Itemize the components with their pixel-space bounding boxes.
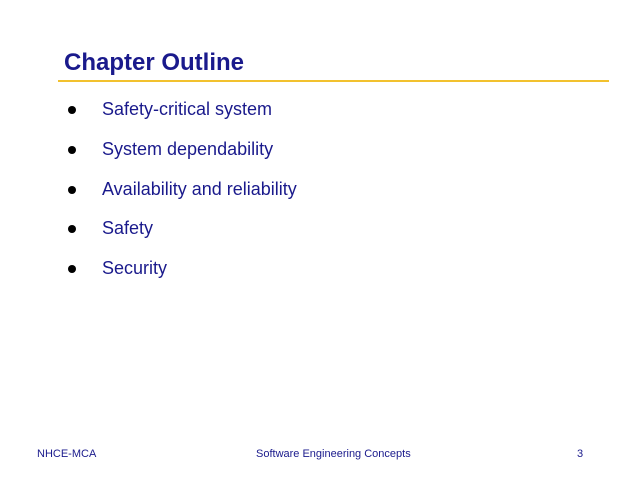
bullet-dot-icon <box>68 225 76 233</box>
bullet-dot-icon <box>68 146 76 154</box>
bullet-item <box>0 140 420 162</box>
bullet-text: Safety <box>102 218 154 238</box>
bullet-dot-icon <box>68 265 76 273</box>
bullet-text: System dependability <box>102 139 274 159</box>
bullet-item <box>0 180 420 202</box>
bullet-text: Safety-critical system <box>102 99 273 119</box>
slide-title: Chapter Outline <box>64 49 245 76</box>
page-number: 3 <box>577 448 584 460</box>
bullet-item <box>0 259 420 281</box>
bullet-text: Availability and reliability <box>102 179 297 199</box>
footer-left-text: NHCE-MCA <box>37 448 97 460</box>
bullet-dot-icon <box>68 106 76 114</box>
footer-center-text: Software Engineering Concepts <box>256 448 411 460</box>
bullet-text: Security <box>102 258 168 278</box>
bullet-item <box>0 219 420 241</box>
bullet-item <box>0 100 420 122</box>
title-underline <box>58 80 609 82</box>
bullet-dot-icon <box>68 186 76 194</box>
